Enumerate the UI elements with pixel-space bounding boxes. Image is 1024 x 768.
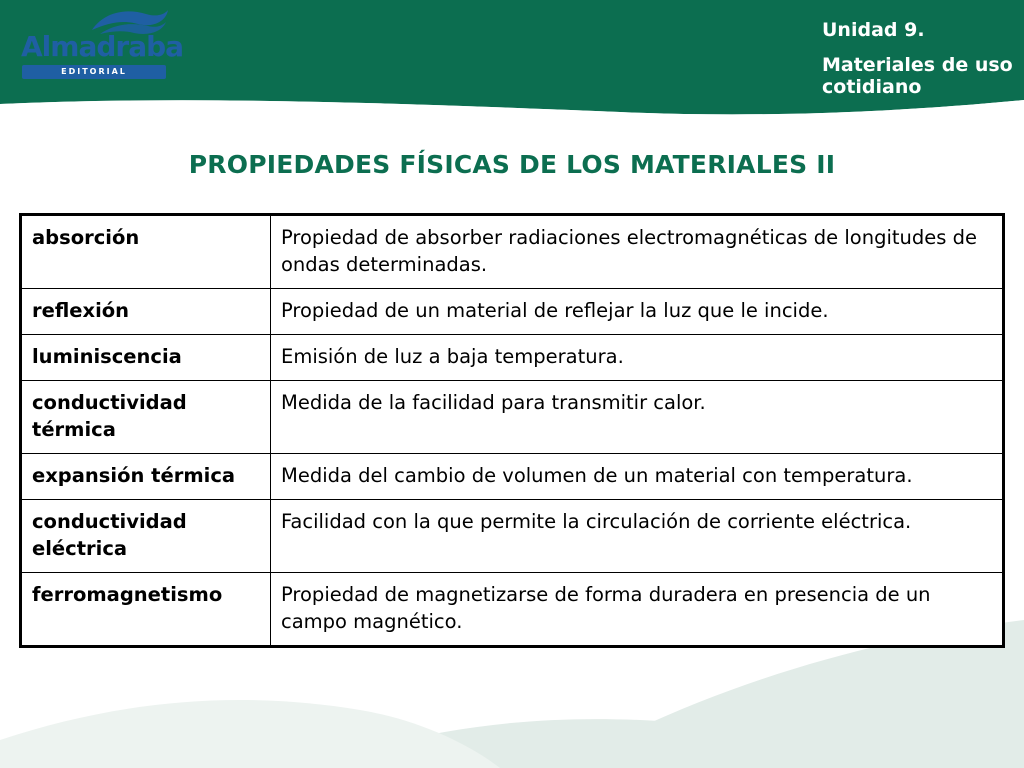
publisher-logo [18,6,184,82]
property-definition: Propiedad de magnetizarse de forma duradera en presencia de un campo magnético. [271,573,1004,647]
property-term: reflexión [21,289,271,335]
property-term: luminiscencia [21,335,271,381]
property-definition: Emisión de luz a baja temperatura. [271,335,1004,381]
table-row [21,454,1004,500]
property-definition: Medida del cambio de volumen de un material con temperatura. [271,454,1004,500]
property-definition: Propiedad de absorber radiaciones electromagnéticas de longitudes de ondas determinadas. [271,215,1004,289]
table-row [21,335,1004,381]
logo-subtitle: EDITORIAL [22,65,166,79]
property-definition: Facilidad con la que permite la circulación de corriente eléctrica. [271,500,1004,573]
property-definition: Propiedad de un material de reflejar la luz que le incide. [271,289,1004,335]
table-row [21,381,1004,454]
property-term: ferromagnetismo [21,573,271,647]
bottom-wave-light [0,700,500,768]
unit-heading [822,19,1022,98]
table-row [21,215,1004,289]
property-term: conductividad eléctrica [21,500,271,573]
table-row [21,289,1004,335]
properties-table [19,213,1005,648]
property-definition: Medida de la facilidad para transmitir calor. [271,381,1004,454]
property-term: conductividad térmica [21,381,271,454]
table-row [21,500,1004,573]
logo-wordmark: Almadraba [21,30,184,63]
property-term: expansión térmica [21,454,271,500]
table-row [21,573,1004,647]
unit-title: Materiales de uso cotidiano [822,54,1013,98]
unit-number: Unidad 9. [822,19,925,41]
page-title: PROPIEDADES FÍSICAS DE LOS MATERIALES II [188,150,836,179]
property-term: absorción [21,215,271,289]
